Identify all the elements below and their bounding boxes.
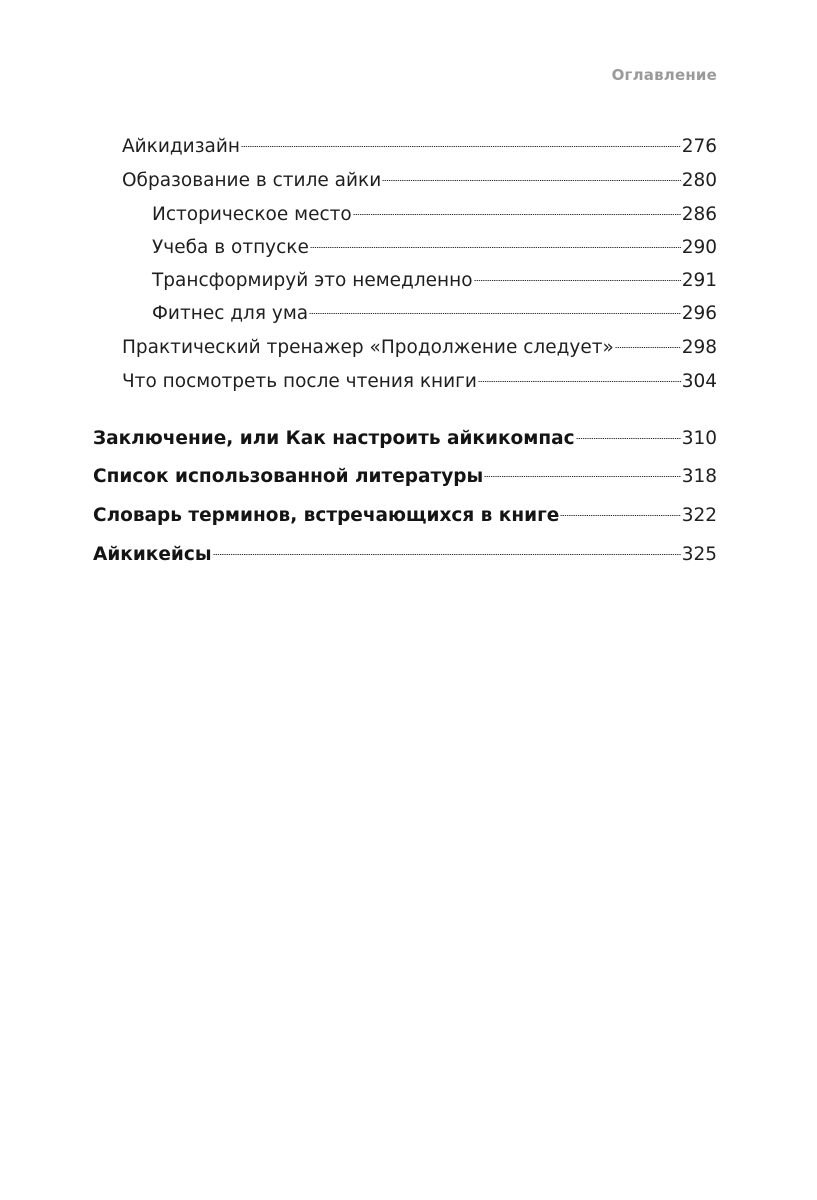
- toc-entry[interactable]: [152, 262, 717, 291]
- dot-leader: [213, 536, 681, 560]
- toc-chapter[interactable]: [93, 458, 717, 487]
- toc-entry-page: 304: [681, 371, 717, 392]
- toc-entry-page: 290: [681, 237, 717, 258]
- toc-entry-page: 291: [681, 270, 717, 291]
- toc-entry[interactable]: [122, 162, 717, 191]
- toc-entry-title: Историческое место: [152, 204, 352, 225]
- dot-leader: [615, 329, 681, 353]
- toc-entry-title: Что посмотреть после чтения книги: [122, 371, 477, 392]
- dot-leader: [560, 497, 680, 521]
- toc-entry[interactable]: [122, 128, 717, 157]
- toc-entry-page: 310: [681, 428, 717, 449]
- toc-entry-page: 318: [681, 466, 717, 487]
- toc-entry[interactable]: [122, 363, 717, 392]
- toc-entry[interactable]: [122, 329, 717, 358]
- toc-entry-page: 296: [681, 303, 717, 324]
- dot-leader: [576, 420, 681, 444]
- dot-leader: [484, 458, 680, 482]
- toc-entry-title: Фитнес для ума: [152, 303, 309, 324]
- dot-leader: [309, 295, 681, 319]
- toc-entry[interactable]: [152, 229, 717, 258]
- toc-entry[interactable]: [152, 295, 717, 324]
- toc-entry-page: 325: [681, 544, 717, 565]
- toc-chapter[interactable]: [93, 497, 717, 526]
- toc-entry-page: 276: [681, 136, 717, 157]
- toc-entry-page: 286: [681, 204, 717, 225]
- toc-entry-title: Заключение, или Как настроить айкикомпас: [93, 428, 575, 449]
- toc-entry-page: 280: [681, 170, 717, 191]
- toc-entry-page: 322: [681, 505, 717, 526]
- toc-entry-title: Учеба в отпуске: [152, 237, 309, 258]
- toc-entry-title: Айкикейсы: [93, 544, 212, 565]
- dot-leader: [353, 196, 681, 220]
- dot-leader: [478, 363, 681, 387]
- toc-entry-title: Трансформируй это немедленно: [152, 270, 473, 291]
- dot-leader: [474, 262, 681, 286]
- toc-entry-title: Айкидизайн: [122, 136, 240, 157]
- dot-leader: [382, 162, 680, 186]
- toc-entry-page: 298: [681, 337, 717, 358]
- toc-entry[interactable]: [152, 196, 717, 225]
- toc-entry-title: Словарь терминов, встречающихся в книге: [93, 505, 560, 526]
- dot-leader: [241, 128, 681, 152]
- toc-chapter[interactable]: [93, 420, 717, 449]
- toc-entry-title: Образование в стиле айки: [122, 170, 382, 191]
- toc-chapter[interactable]: [93, 536, 717, 565]
- toc-entry-title: Список использованной литературы: [93, 466, 484, 487]
- toc-entry-title: Практический тренажер «Продолжение следует»: [122, 337, 614, 358]
- running-header: Оглавление: [611, 66, 717, 84]
- dot-leader: [310, 229, 681, 253]
